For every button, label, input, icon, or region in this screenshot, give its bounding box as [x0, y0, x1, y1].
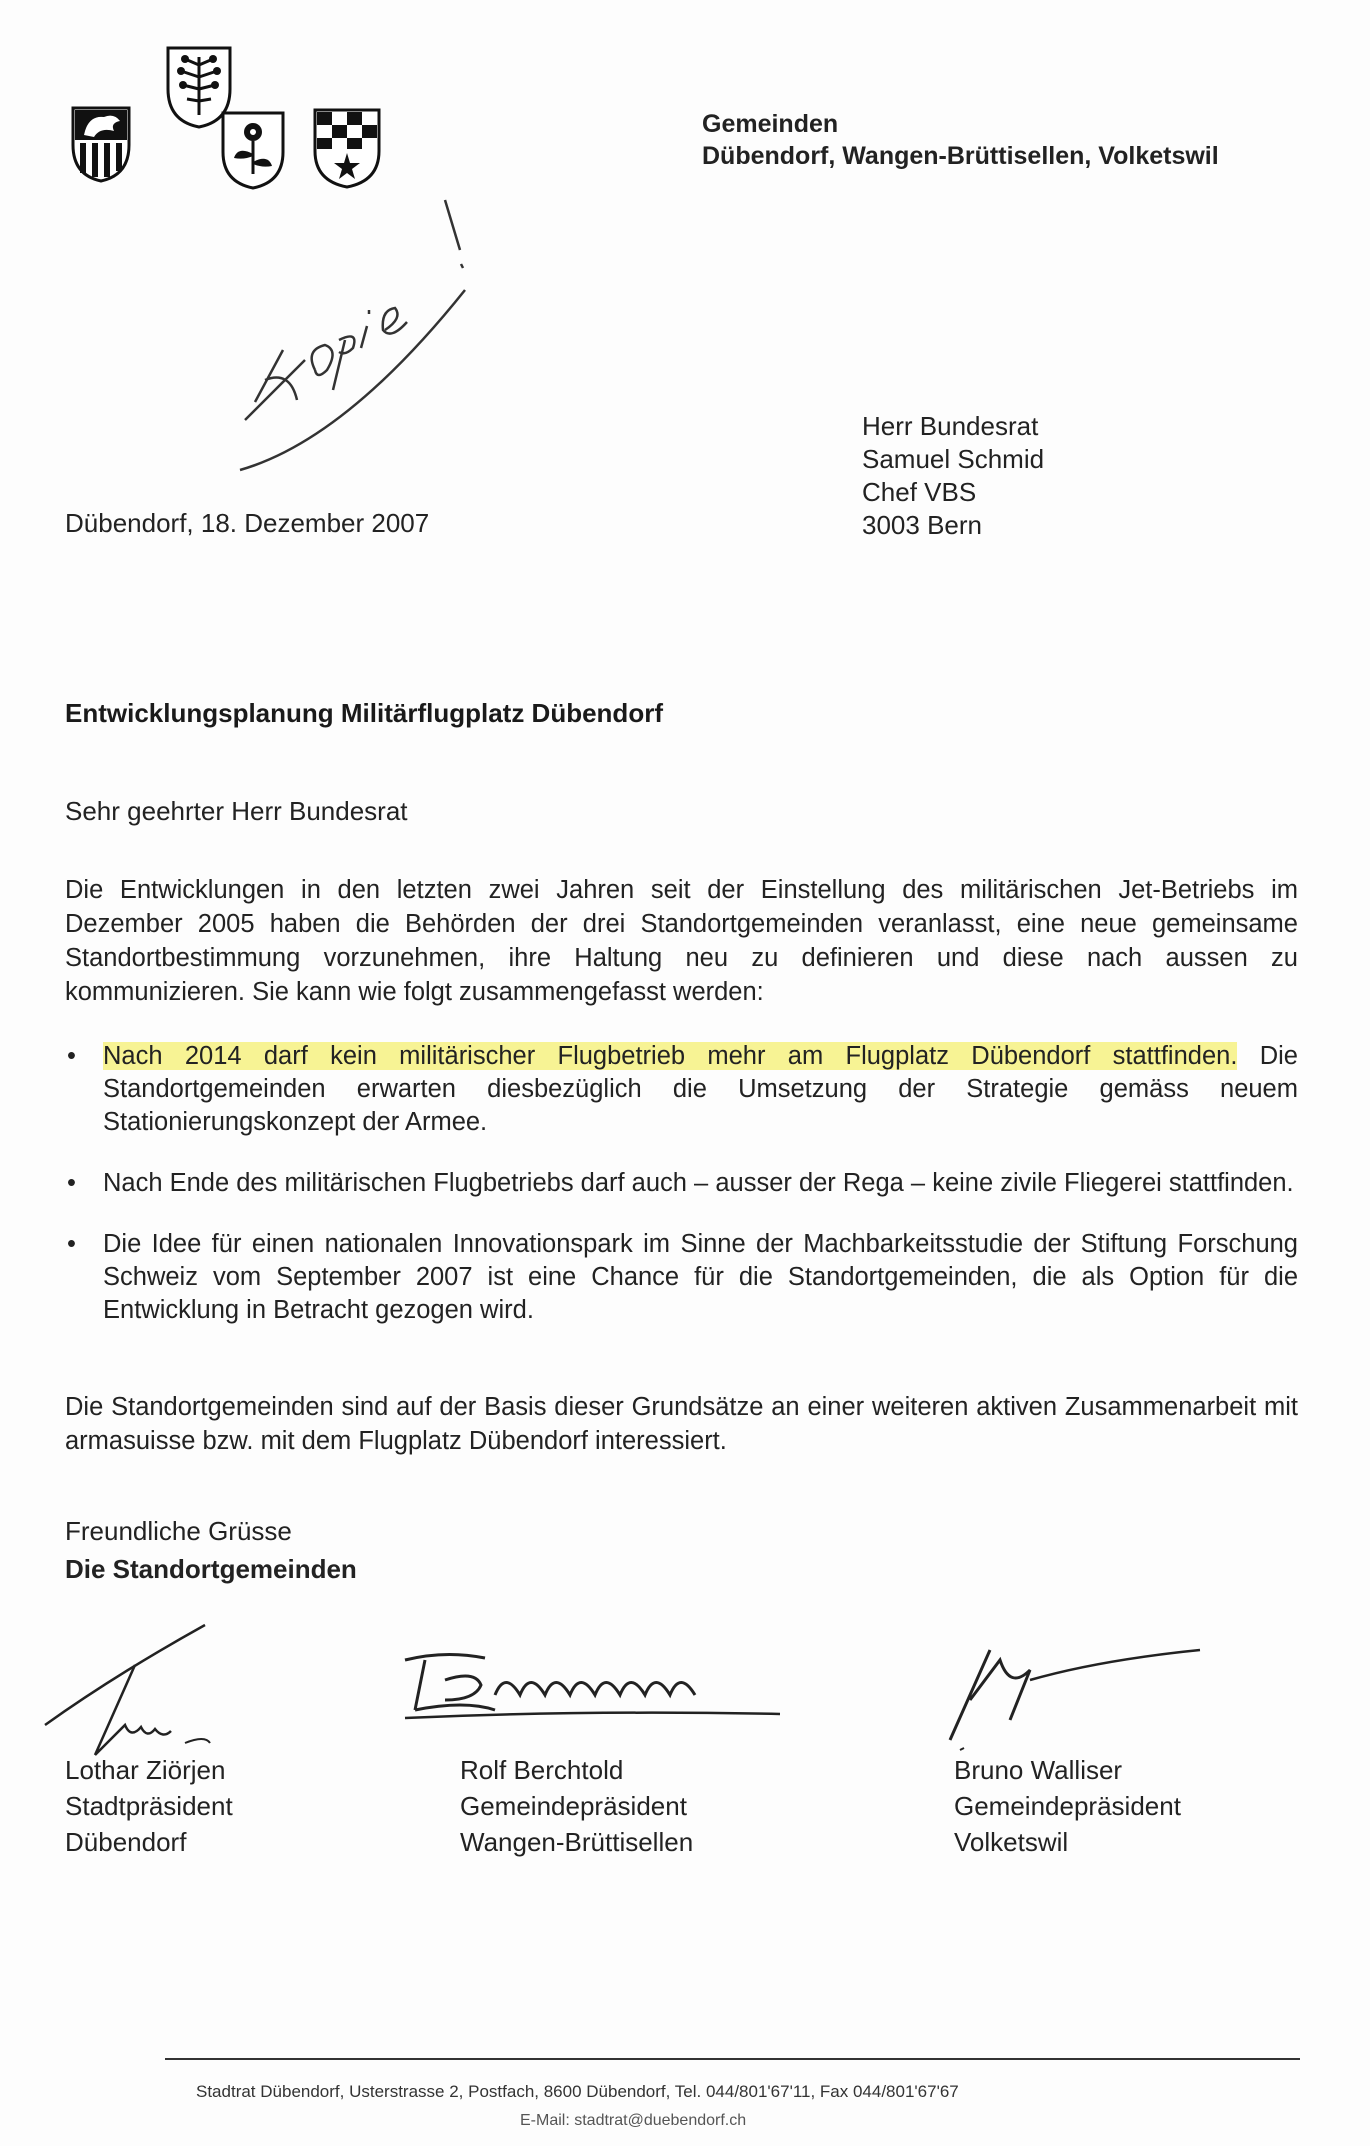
handwritten-kopie-note — [235, 190, 535, 480]
bullet-text: Nach Ende des militärischen Flugbetriebs darf auch – ausser der Rega – keine zivile Fliegerei stattfinden. — [103, 1169, 1294, 1197]
body-paragraph-2: Die Standortgemeinden sind auf der Basis dieser Grundsätze an einer weiteren aktiven Zusammenarbeit mit armasuisse bzw. mit dem Flugplatz Dübendorf interessiert. — [65, 1393, 1298, 1455]
signatory-place: Dübendorf — [65, 1827, 187, 1857]
body-paragraph-1: Die Entwicklungen in den letzten zwei Jahren seit der Einstellung des militärischen Jet-Betriebs im Dezember 2005 haben die Behörden der drei Standortgemeinden veranlasst, eine neue gemeinsame Standortbestimmung vorzunehmen, ihre Haltung neu zu definieren und diese nach aussen zu kommunizieren. Sie kann wie folgt zusammengefasst werden: — [65, 876, 1298, 1006]
signatory-2 — [460, 1752, 693, 1860]
signatory-1 — [65, 1752, 233, 1860]
signature-walliser — [900, 1630, 1220, 1760]
header-line-1: Gemeinden — [702, 110, 839, 138]
recipient-line-1: Herr Bundesrat — [862, 411, 1039, 441]
recipient-line-2: Samuel Schmid — [862, 444, 1045, 474]
bullet-item — [65, 1040, 1298, 1139]
municipalities-header — [702, 108, 1219, 172]
bruettisellen-coat-of-arms-icon — [220, 110, 286, 190]
bullet-text: Die Standortgemeinden erwarten diesbezüglich die Umsetzung der Strategie gemäss neuem Stationierungskonzept der Armee. — [103, 1042, 1298, 1136]
bullet-dot: • — [67, 1169, 76, 1197]
recipient-line-3: Chef VBS — [862, 477, 977, 507]
footer-divider — [165, 2058, 1300, 2060]
place-date: Dübendorf, 18. Dezember 2007 — [65, 508, 430, 538]
signatory-name: Lothar Ziörjen — [65, 1755, 226, 1785]
closing-greeting: Freundliche Grüsse — [65, 1516, 292, 1546]
recipient-line-4: 3003 Bern — [862, 510, 982, 540]
footer-email: E-Mail: stadtrat@duebendorf.ch — [520, 2112, 747, 2129]
bullet-dot: • — [67, 1230, 76, 1258]
volketswil-coat-of-arms-icon — [312, 107, 382, 189]
municipal-coats-of-arms — [70, 45, 400, 195]
bullet-item — [65, 1167, 1298, 1200]
signatory-title: Gemeindepräsident — [460, 1791, 687, 1821]
closing-organization: Die Standortgemeinden — [65, 1554, 357, 1584]
subject-line: Entwicklungsplanung Militärflugplatz Dübendorf — [65, 698, 663, 728]
signatory-3 — [954, 1752, 1181, 1860]
bullet-text: Die Idee für einen nationalen Innovationspark im Sinne der Machbarkeitsstudie der Stiftung Forschung Schweiz vom September 2007 ist eine Chance für die Standortgemeinden, die als Option für die Entwicklung in Betracht gezogen wird. — [103, 1230, 1298, 1324]
duebendorf-coat-of-arms-icon — [70, 105, 132, 183]
signature-berchtold — [385, 1640, 785, 1730]
signatory-title: Stadtpräsident — [65, 1791, 233, 1821]
bullet-item — [65, 1228, 1298, 1327]
recipient-address — [862, 410, 1044, 542]
signatory-name: Bruno Walliser — [954, 1755, 1123, 1785]
signatory-name: Rolf Berchtold — [460, 1755, 624, 1785]
closing — [65, 1512, 357, 1588]
bullet-list — [65, 1040, 1298, 1355]
salutation: Sehr geehrter Herr Bundesrat — [65, 796, 408, 826]
highlighted-text: Nach 2014 darf kein militärischer Flugbetrieb mehr am Flugplatz Dübendorf stattfinden. — [103, 1042, 1238, 1070]
signatory-place: Wangen-Brüttisellen — [460, 1827, 694, 1857]
bullet-dot: • — [67, 1042, 76, 1070]
signatory-title: Gemeindepräsident — [954, 1791, 1181, 1821]
signatory-place: Volketswil — [954, 1827, 1069, 1857]
header-line-2: Dübendorf, Wangen-Brüttisellen, Volketswil — [702, 142, 1219, 170]
footer-address: Stadtrat Dübendorf, Usterstrasse 2, Postfach, 8600 Dübendorf, Tel. 044/801'67'11, Fax 044/801'67'67 — [196, 2082, 959, 2101]
signature-ziorjen — [35, 1615, 275, 1765]
